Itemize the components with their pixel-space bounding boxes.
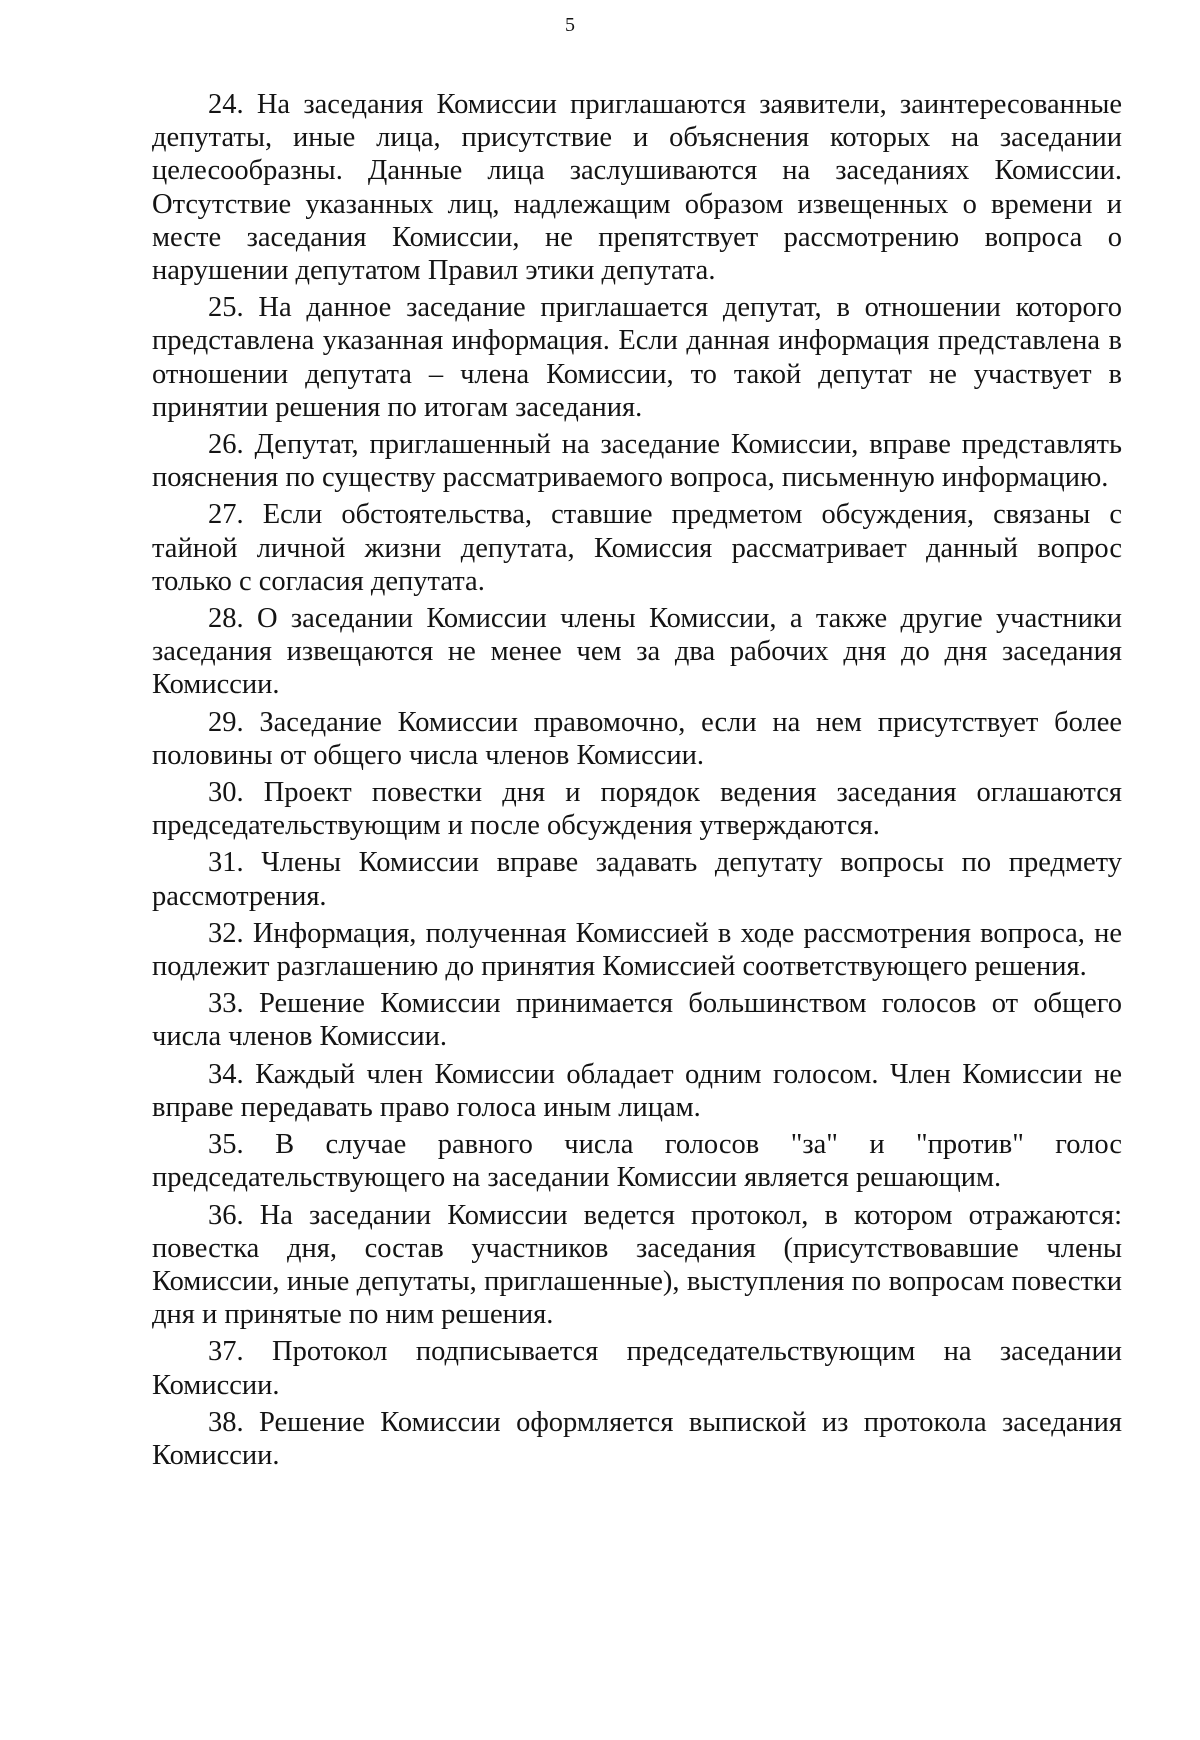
paragraph-32: 32. Информация, полученная Комиссией в ходе рассмотрения вопроса, не подлежит разглашению до принятия Комиссией соответствующего решения. [152,917,1122,983]
paragraph-27: 27. Если обстоятельства, ставшие предметом обсуждения, связаны с тайной личной жизни депутата, Комиссия рассматривает данный вопрос только с согласия депутата. [152,499,1122,597]
paragraph-26: 26. Депутат, приглашенный на заседание Комиссии, вправе представлять пояснения по существу рассматриваемого вопроса, письменную информацию. [152,429,1122,494]
paragraph-36: 36. На заседании Комиссии ведется протокол, в котором отражаются: повестка дня, состав участников заседания (присутствовавшие члены Комиссии, иные депутаты, приглашенные), выступления по вопросам повестки дня и принятые по ним решения. [152,1199,1122,1331]
paragraph-24: 24. На заседания Комиссии приглашаются заявители, заинтересованные депутаты, иные лица, присутствие и объяснения которых на заседании целесообразны. Данные лица заслушиваются на заседаниях Комиссии. Отсутствие указанных лиц, надлежащим образом извещенных о времени и месте заседания Комиссии, не препятствует рассмотрению вопроса о нарушении депутатом Правил этики депутата. [152,89,1122,287]
page-number: 5 [565,14,575,36]
paragraph-30: 30. Проект повестки дня и порядок ведения заседания оглашаются председательствующим и после обсуждения утверждаются. [152,777,1122,842]
paragraph-31: 31. Члены Комиссии вправе задавать депутату вопросы по предмету рассмотрения. [152,847,1122,912]
paragraph-34: 34. Каждый член Комиссии обладает одним голосом. Член Комиссии не вправе передавать право голоса иным лицам. [152,1058,1122,1123]
paragraph-25: 25. На данное заседание приглашается депутат, в отношении которого представлена указанная информация. Если данная информация представлена в отношении депутата – члена Комиссии, то такой депутат не участвует в принятии решения по итогам заседания. [152,292,1122,423]
paragraph-28: 28. О заседании Комиссии члены Комиссии, а также другие участники заседания извещаются не менее чем за два рабочих дня до дня заседания Комиссии. [152,603,1122,701]
paragraph-33: 33. Решение Комиссии принимается большинством голосов от общего числа членов Комиссии. [152,988,1122,1053]
paragraph-37: 37. Протокол подписывается председательствующим на заседании Комиссии. [152,1336,1122,1401]
paragraph-35: 35. В случае равного числа голосов "за" и "против" голос председательствующего на заседании Комиссии является решающим. [152,1129,1122,1194]
paragraph-38: 38. Решение Комиссии оформляется выпиской из протокола заседания Комиссии. [152,1406,1122,1471]
document-body [152,88,1122,1476]
paragraph-29: 29. Заседание Комиссии правомочно, если на нем присутствует более половины от общего числа членов Комиссии. [152,706,1122,771]
